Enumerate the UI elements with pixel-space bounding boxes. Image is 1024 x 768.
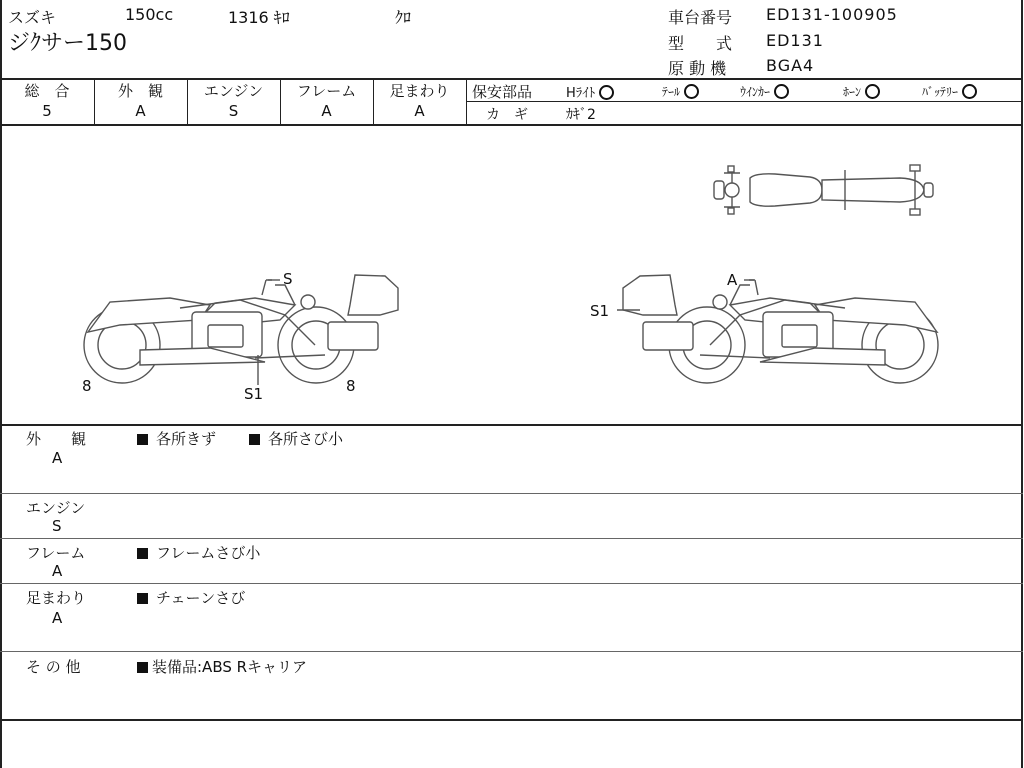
damage-mark: A bbox=[727, 271, 738, 289]
detail-note: 装備品:ABS Rキャリア bbox=[137, 656, 307, 677]
grade-label: 外 観 bbox=[117, 82, 163, 100]
detail-label: そ の 他 bbox=[26, 658, 81, 676]
grade-value: A bbox=[414, 102, 425, 120]
divider bbox=[0, 493, 1023, 494]
key-label: カ ギ bbox=[486, 107, 528, 123]
damage-mark: S1 bbox=[244, 385, 264, 403]
grade-value: 5 bbox=[42, 102, 52, 120]
safety-item: Hﾗｲﾄ bbox=[566, 82, 614, 101]
detail-grade: A bbox=[52, 609, 63, 627]
detail-label: フレーム bbox=[26, 544, 86, 562]
engine-value: BGA4 bbox=[766, 56, 815, 75]
bullet-icon bbox=[137, 434, 148, 445]
detail-note: 各所きず bbox=[137, 428, 216, 449]
grade-value: A bbox=[321, 102, 332, 120]
detail-note: フレームさび小 bbox=[137, 542, 260, 563]
bullet-icon bbox=[137, 593, 148, 604]
damage-mark: S bbox=[283, 270, 293, 288]
color: ｸﾛ bbox=[395, 8, 412, 27]
bullet-icon bbox=[137, 548, 148, 559]
mileage: 1316 ｷﾛ bbox=[228, 8, 290, 27]
grade-value: S bbox=[228, 102, 239, 120]
safety-item: ｳｲﾝｶｰ bbox=[740, 83, 789, 100]
displacement: 150cc bbox=[125, 5, 174, 24]
detail-grade: S bbox=[52, 517, 62, 535]
detail-note: 各所さび小 bbox=[249, 428, 343, 449]
grade-label: 足まわり bbox=[389, 82, 450, 100]
divider bbox=[0, 651, 1023, 652]
engine-label: 原 動 機 bbox=[668, 59, 727, 78]
divider bbox=[0, 583, 1023, 584]
damage-mark: 8 bbox=[82, 377, 92, 395]
damage-mark: S1 bbox=[590, 302, 610, 320]
bullet-icon bbox=[137, 662, 148, 673]
detail-label: 足まわり bbox=[26, 589, 87, 607]
type-label: 型 式 bbox=[668, 34, 733, 53]
detail-grade: A bbox=[52, 449, 63, 467]
detail-note: チェーンさび bbox=[137, 587, 245, 608]
grade-value: A bbox=[135, 102, 146, 120]
chassis-label: 車台番号 bbox=[668, 8, 733, 27]
safety-item: ﾎｰﾝ bbox=[843, 83, 880, 100]
grade-label: 総 合 bbox=[24, 82, 70, 100]
safety-item: ﾃｰﾙ bbox=[662, 83, 699, 100]
grade-label: フレーム bbox=[296, 82, 357, 100]
divider bbox=[0, 424, 1023, 426]
bullet-icon bbox=[249, 434, 260, 445]
detail-label: エンジン bbox=[26, 499, 86, 517]
maker: スズキ bbox=[8, 8, 57, 27]
damage-mark: 8 bbox=[346, 377, 356, 395]
chassis-value: ED131-100905 bbox=[766, 5, 898, 24]
divider bbox=[0, 538, 1023, 539]
key-value: ｶｷﾞ2 bbox=[566, 107, 596, 123]
divider bbox=[0, 719, 1023, 721]
safety-label: 保安部品 bbox=[472, 83, 533, 101]
model-name: ジｸサー150 bbox=[8, 31, 127, 56]
grade-label: エンジン bbox=[203, 82, 264, 100]
type-value: ED131 bbox=[766, 31, 824, 50]
detail-grade: A bbox=[52, 562, 63, 580]
detail-label: 外 観 bbox=[26, 430, 87, 448]
safety-item: ﾊﾞｯﾃﾘｰ bbox=[922, 83, 977, 100]
